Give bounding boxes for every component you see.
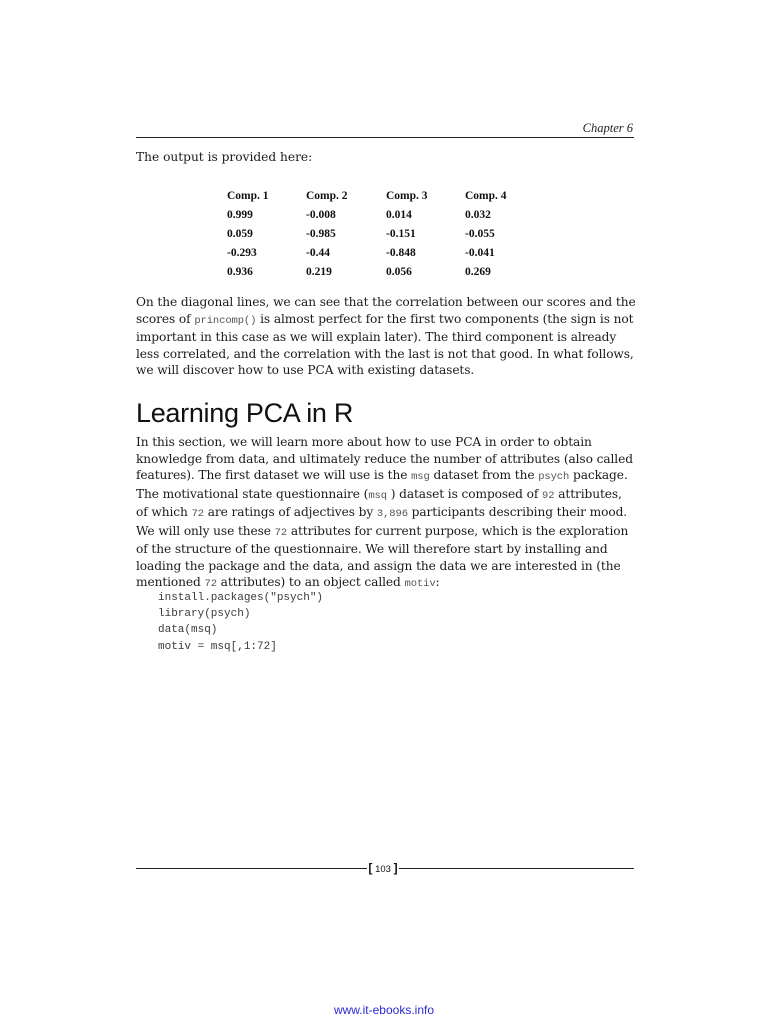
table-cell: 0.219: [306, 265, 332, 278]
table-row: [227, 205, 535, 224]
paragraph-text: package. The motivational state questionnaire (: [136, 468, 628, 501]
section-paragraph: [136, 434, 636, 593]
paragraph-text: participants describing their mood. We will only use these: [136, 505, 628, 538]
table-cell: 0.269: [465, 265, 491, 278]
inline-code: 3,896: [376, 508, 408, 520]
table-cell: 0.032: [465, 208, 491, 221]
inline-code: princomp(): [194, 314, 257, 327]
header-rule: [136, 137, 634, 138]
table-header-row: [227, 186, 535, 205]
paragraph-text: :: [435, 575, 440, 589]
components-table: [227, 186, 535, 281]
chapter-label: Chapter 6: [582, 121, 633, 135]
table-cell: -0.848: [386, 246, 416, 259]
table-cell: -0.151: [386, 227, 416, 240]
inline-code: msq: [368, 489, 387, 502]
table-cell: -0.041: [465, 246, 495, 259]
paragraph-text: In this section, we will learn more about how to use PCA in order to obtain knowledge from data, and ultimately reduce the number of attributes (also called features). The first dataset we will use is the: [136, 435, 633, 482]
table-cell: -0.008: [306, 208, 336, 221]
paragraph-text: attributes) to an object called: [216, 575, 405, 589]
inline-code: 72: [274, 526, 288, 539]
table-cell: -0.055: [465, 227, 495, 240]
table-row: [227, 224, 535, 243]
table-header-cell: Comp. 4: [465, 189, 507, 202]
diagonal-paragraph: [136, 294, 636, 379]
table-header-cell: Comp. 1: [227, 189, 269, 202]
footer-rule-right: [399, 868, 634, 869]
inline-code: psych: [538, 471, 570, 483]
inline-code: 72: [204, 578, 217, 590]
intro-text: The output is provided here:: [136, 150, 313, 164]
paragraph-text: attributes, of which: [136, 486, 622, 519]
code-block: [158, 590, 323, 655]
table-row: [227, 262, 535, 281]
table-cell: 0.999: [227, 208, 253, 221]
page-number-text: 103: [375, 864, 391, 875]
inline-code: msg: [411, 471, 430, 483]
watermark-link[interactable]: www.it-ebooks.info: [333, 1003, 435, 1017]
page-number: [367, 861, 399, 875]
footer-rule-left: [136, 868, 367, 869]
inline-code: motiv: [404, 578, 436, 590]
table-header-cell: Comp. 2: [306, 189, 348, 202]
code-line: data(msq): [158, 624, 218, 637]
page-bracket: [: [368, 861, 373, 875]
page-bracket: ]: [393, 861, 398, 875]
code-line: install.packages("psych"): [158, 592, 324, 604]
code-line: motiv = msq[,1:72]: [158, 640, 277, 653]
table-row: [227, 243, 535, 262]
code-line: library(psych): [158, 608, 251, 621]
section-heading: Learning PCA in R: [136, 398, 354, 428]
table-cell: -0.293: [227, 246, 257, 259]
paragraph-text: On the diagonal lines, we can see that the correlation between our scores and the scores of: [136, 295, 636, 326]
table-cell: -0.44: [306, 246, 330, 259]
inline-code: 72: [191, 508, 204, 520]
paragraph-text: attributes for current purpose, which is the exploration of the structure of the questionnaire. We will therefore start by installing and loading the package and the data, and assign the data we are interested in (the mentioned: [136, 523, 629, 589]
table-cell: -0.985: [306, 227, 336, 240]
table-cell: 0.059: [227, 227, 253, 240]
table-header-cell: Comp. 3: [386, 189, 428, 202]
paragraph-text: dataset from the: [429, 468, 539, 482]
paragraph-text: are ratings of adjectives by: [203, 505, 377, 519]
table-cell: 0.936: [227, 265, 253, 278]
paragraph-text: ) dataset is composed of: [386, 486, 543, 501]
paragraph-text: is almost perfect for the first two components (the sign is not important in this case as we will explain later). The third component is already less correlated, and the correlation with the last is not that good. In what follows, we will discover how to use PCA with existing datasets.: [136, 311, 634, 377]
table-cell: 0.056: [386, 265, 412, 278]
table-cell: 0.014: [386, 208, 412, 221]
inline-code: 92: [542, 489, 555, 502]
